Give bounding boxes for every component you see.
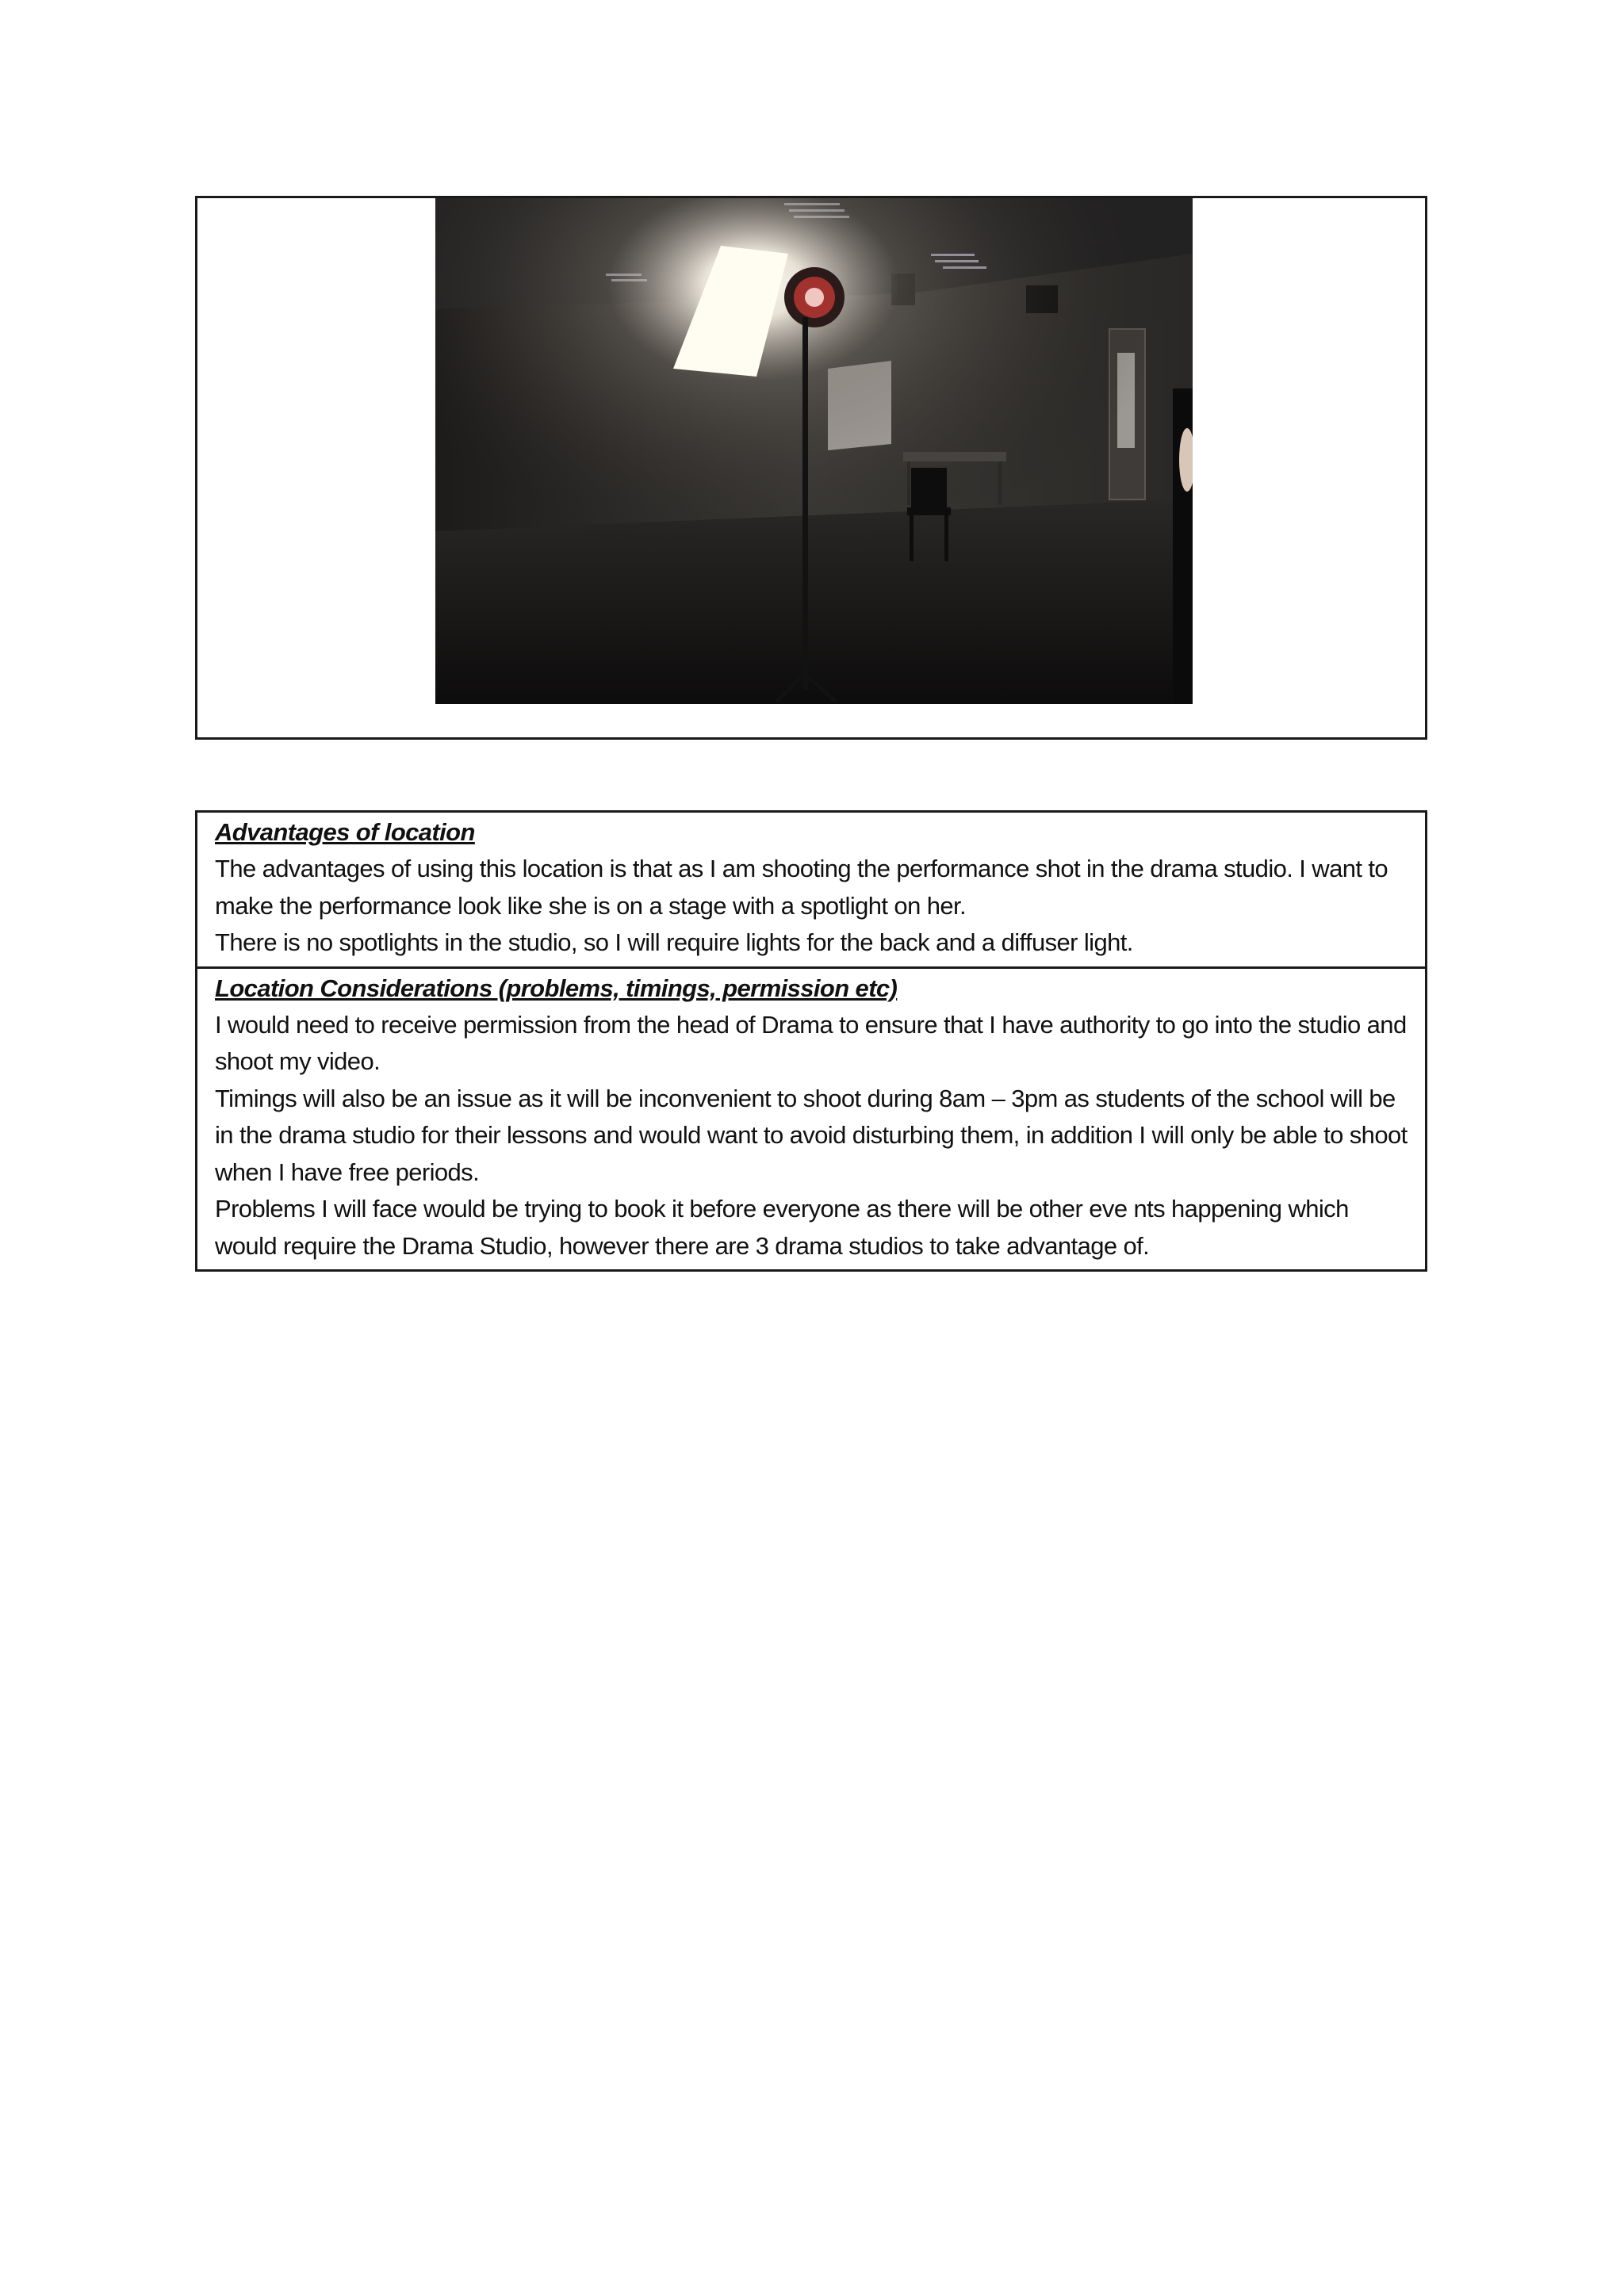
considerations-heading: Location Considerations (problems, timings, permission etc) [215,974,898,1002]
photo-frame [195,196,1427,740]
considerations-text-3: Problems I will face would be trying to book it before everyone as there will be other eve nts happening which would require the Drama Studio, however there are 3 drama studios to take advantage of. [215,1195,1349,1260]
advantages-text-2: There is no spotlights in the studio, so I will require lights for the back and a diffuser light. [215,928,1133,956]
advantages-text-1: The advantages of using this location is that as I am shooting the performance shot in the drama studio. I want to make the performance look like she is on a stage with a spotlight on her. [215,855,1388,920]
advantages-heading: Advantages of location [215,818,475,846]
studio-photo [435,198,1193,704]
considerations-text-2: Timings will also be an issue as it will be inconvenient to shoot during 8am – 3pm as students of the school will be in the drama studio for their lessons and would want to avoid disturbing them, in addition I will only be able to shoot when I have free periods. [215,1084,1408,1186]
advantages-section [197,813,1425,966]
location-info-table [195,810,1427,1272]
considerations-section [197,966,1425,1270]
considerations-text-1: I would need to receive permission from the head of Drama to ensure that I have authority to go into the studio and shoot my video. [215,1010,1407,1075]
